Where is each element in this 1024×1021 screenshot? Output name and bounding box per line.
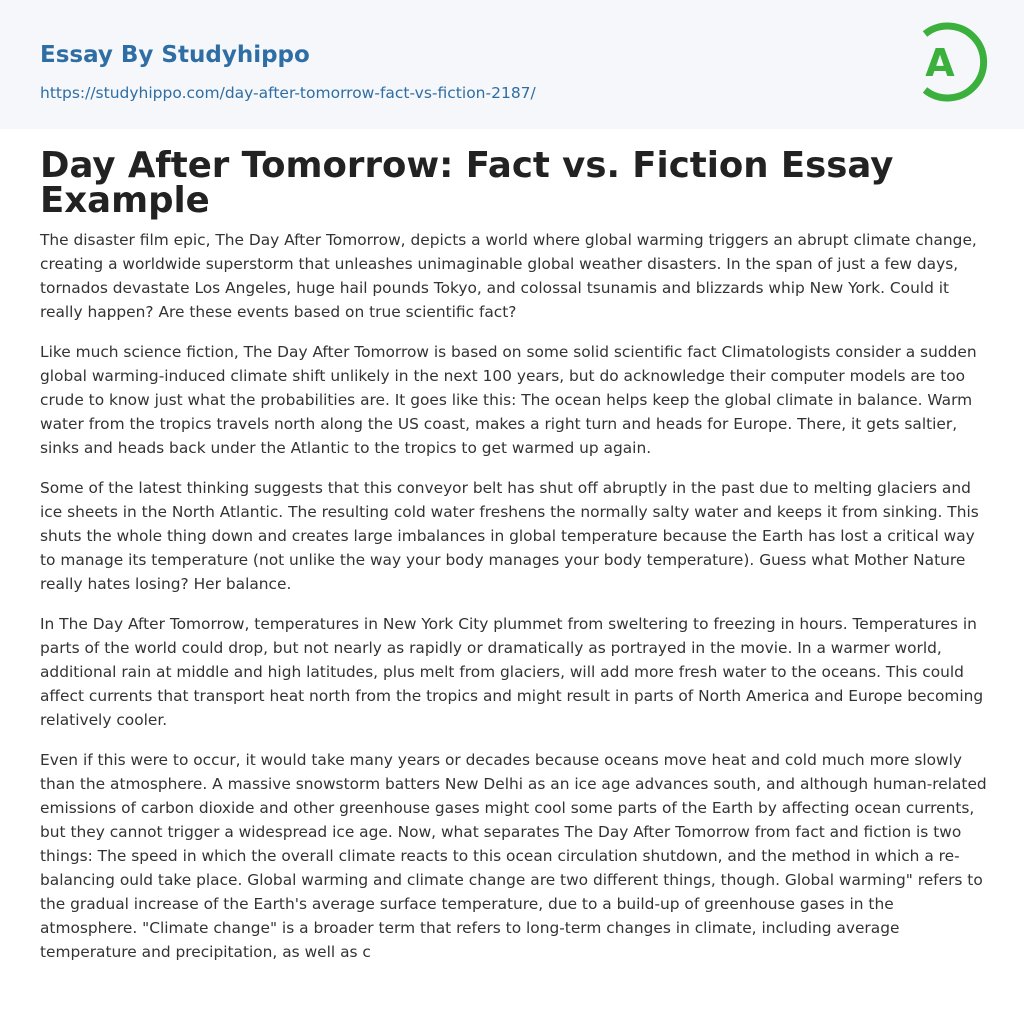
logo-letter: A xyxy=(925,41,955,85)
article-paragraph-2: Like much science fiction, The Day After Tomorrow is based on some solid scientific fact Climatologists consider a sudden global warming-induced climate shift unlikely in the next 100 years, but do acknowledge their computer models are too crude to know just what the probabilities are. It goes like this: The ocean helps keep the global climate in balance. Warm water from the tropics travels north along the US coast, makes a right turn and heads for Europe. There, it gets saltier, sinks and heads back under the Atlantic to the tropics to get warmed up again. xyxy=(40,343,977,457)
site-brand-title[interactable]: Essay By Studyhippo xyxy=(40,42,310,68)
article-paragraph-5: Even if this were to occur, it would take many years or decades because oceans move heat and cold much more slowly than the atmosphere. A massive snowstorm batters New Delhi as an ice age advances south, and although human-related emissions of carbon dioxide and other greenhouse gases might cool some parts of the Earth by affecting ocean currents, but they cannot trigger a widespread ice age. Now, what separates The Day After Tomorrow from fact and fiction is two things: The speed in which the overall climate reacts to this ocean circulation shutdown, and the method in which a re-balancing ould take place. Global warming and climate change are two different things, though. Global warming" refers to the gradual increase of the Earth's average surface temperature, due to a build-up of greenhouse gases in the atmosphere. "Climate change" is a broader term that refers to long-term changes in climate, including average temperature and precipitation, as well as c xyxy=(40,751,987,961)
article-paragraph-4: In The Day After Tomorrow, temperatures in New York City plummet from sweltering to freezing in hours. Temperatures in parts of the world could drop, but not nearly as rapidly or dramatically as portrayed in the movie. In a warmer world, additional rain at middle and high latitudes, plus melt from glaciers, will add more fresh water to the oceans. This could affect currents that transport heat north from the tropics and might result in parts of North America and Europe becoming relatively cooler. xyxy=(40,615,984,729)
article-paragraph-3: Some of the latest thinking suggests that this conveyor belt has shut off abruptly in the past due to melting glaciers and ice sheets in the North Atlantic. The resulting cold water freshens the normally salty water and keeps it from sinking. This shuts the whole thing down and creates large imbalances in global temperature because the Earth has lost a critical way to manage its temperature (not unlike the way your body manages your body temperature). Guess what Mother Nature really hates losing? Her balance. xyxy=(40,479,979,593)
page-title: Day After Tomorrow: Fact vs. Fiction Essay Example xyxy=(40,145,894,221)
site-header xyxy=(0,0,1024,129)
article-body xyxy=(40,228,988,980)
article-url-link[interactable]: https://studyhippo.com/day-after-tomorrow-fact-vs-fiction-2187/ xyxy=(40,84,536,102)
studyhippo-logo-icon[interactable] xyxy=(912,18,988,106)
article-paragraph-1: The disaster film epic, The Day After Tomorrow, depicts a world where global warming triggers an abrupt climate change, creating a worldwide superstorm that unleashes unimaginable global weather disasters. In the span of just a few days, tornados devastate Los Angeles, huge hail pounds Tokyo, and colossal tsunamis and blizzards whip New York. Could it really happen? Are these events based on true scientific fact? xyxy=(40,231,977,321)
